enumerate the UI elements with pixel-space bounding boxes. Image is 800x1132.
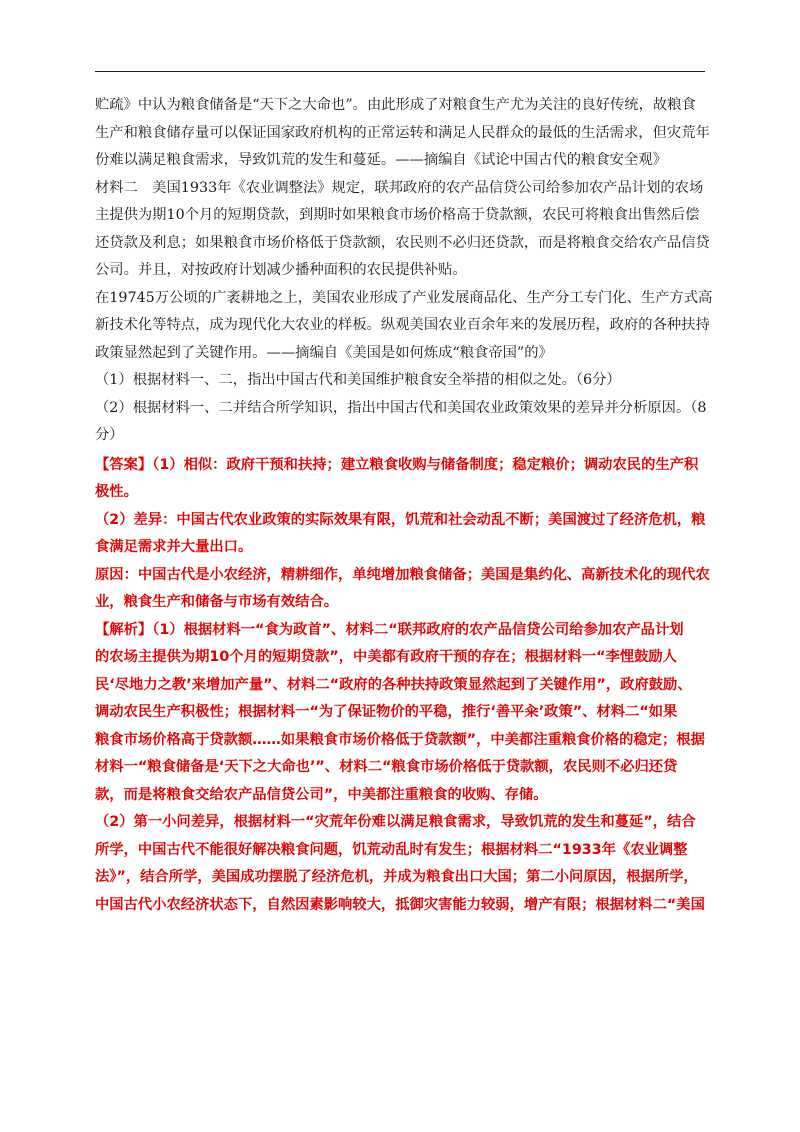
body-line: 还贷款及利息；如果粮食市场价格低于贷款额，农民则不必归还贷款，而是将粮食交给农产品信贷 bbox=[95, 234, 710, 251]
question-line: 分） bbox=[95, 427, 124, 443]
body-line: 贮疏》中认为粮食储备是“天下之大命也”。由此形成了对粮食生产尤为关注的良好传统，故粮食 bbox=[95, 97, 696, 113]
header-rule bbox=[95, 71, 705, 72]
question-line: （2）根据材料一、二并结合所学知识，指出中国古代和美国农业政策效果的差异并分析原因。（8 bbox=[95, 399, 707, 416]
body-line: 政策显然起到了关键作用。——摘编自《美国是如何炼成“粮食帝国”的》 bbox=[95, 344, 553, 361]
question-line: （1）根据材料一、二，指出中国古代和美国维护粮食安全举措的相似之处。（6分） bbox=[95, 372, 621, 388]
body-line: 在19745万公顷的广袤耕地之上，美国农业形成了产业发展商品化、生产分工专门化、生产方式高 bbox=[95, 289, 713, 306]
body-line: 材料二 美国1933年《农业调整法》规定，联邦政府的农产品信贷公司给参加农产品计划的农场 bbox=[95, 179, 704, 196]
answer-line: 原因：中国古代是小农经济，精耕细作，单纯增加粮食储备；美国是集约化、高新技术化的现代农 bbox=[95, 566, 710, 583]
analysis-line: 【解析】（1）根据材料一“食为政首”、材料二“联邦政府的农产品信贷公司给参加农产品计划 bbox=[95, 621, 684, 638]
analysis-line: 中国古代小农经济状态下，自然因素影响较大，抵御灾害能力较弱，增产有限；根据材料二“美国 bbox=[95, 896, 705, 913]
analysis-line: 的农场主提供为期10个月的短期贷款”，中美都有政府干预的存在；根据材料一“李悝鼓励人 bbox=[95, 649, 677, 665]
answer-line: 【答案】（1）相似：政府干预和扶持；建立粮食收购与储备制度；稳定粮价；调动农民的生产积 bbox=[95, 456, 699, 473]
document-content bbox=[95, 92, 713, 919]
answer-line: 极性。 bbox=[95, 484, 138, 500]
body-line: 主提供为期10个月的短期贷款，到期时如果粮食市场价格高于贷款额，农民可将粮食出售然后偿 bbox=[95, 207, 700, 223]
answer-line: 业，粮食生产和储备与市场有效结合。 bbox=[95, 594, 339, 610]
analysis-line: 法》”，结合所学，美国成功摆脱了经济危机，并成为粮食出口大国；第二小问原因，根据所学， bbox=[95, 869, 698, 885]
material-text bbox=[95, 92, 713, 450]
analysis-line: 调动农民生产积极性；根据材料一“为了保证物价的平稳，推行‘善平籴’政策”、材料二“如果 bbox=[95, 704, 678, 720]
analysis-line: （2）第一小问差异，根据材料一“灾荒年份难以满足粮食需求，导致饥荒的发生和蔓延”，结合 bbox=[95, 814, 696, 830]
analysis-line: 民‘尽地力之教’来增加产量”、材料二“政府的各种扶持政策显然起到了关键作用”，政府鼓励、 bbox=[95, 676, 692, 693]
analysis-line: 款，而是将粮食交给农产品信贷公司”，中美都注重粮食的收购、存储。 bbox=[95, 786, 548, 803]
analysis-line: 粮食市场价格高于贷款额……如果粮食市场价格低于贷款额”，中美都注重粮食价格的稳定；根据 bbox=[95, 731, 705, 748]
analysis-line: 材料一“粮食储备是‘天下之大命也’”、材料二“粮食市场价格低于贷款额，农民则不必归还贷 bbox=[95, 759, 678, 775]
body-line: 新技术化等特点，成为现代化大农业的样板。纵观美国农业百余年来的发展历程，政府的各种扶持 bbox=[95, 317, 710, 333]
answer-line: （2）差异：中国古代农业政策的实际效果有限，饥荒和社会动乱不断；美国渡过了经济危机，粮 bbox=[95, 511, 706, 528]
analysis-line: 所学，中国古代不能很好解决粮食问题，饥荒动乱时有发生；根据材料二“1933年《农业调整 bbox=[95, 841, 688, 858]
answer-section bbox=[95, 452, 710, 920]
body-line: 生产和粮食储存量可以保证国家政府机构的正常运转和满足人民群众的最低的生活需求，但灾荒年 bbox=[95, 124, 710, 141]
answer-line: 食满足需求并大量出口。 bbox=[95, 539, 253, 555]
body-line: 公司。并且，对按政府计划减少播种面积的农民提供补贴。 bbox=[95, 262, 467, 278]
body-line: 份难以满足粮食需求，导致饥荒的发生和蔓延。——摘编自《试论中国古代的粮食安全观》 bbox=[95, 152, 667, 168]
